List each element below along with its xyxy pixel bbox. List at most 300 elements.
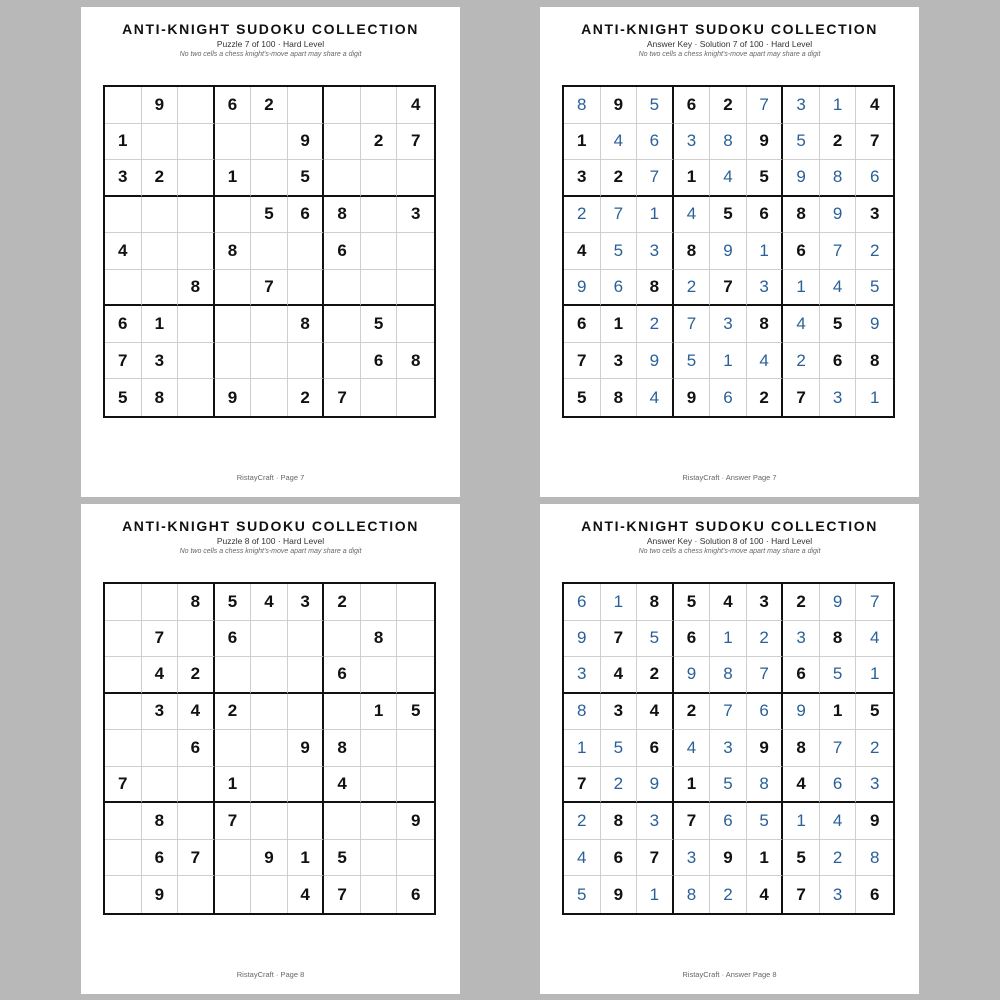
- sudoku-cell: 5: [564, 379, 601, 416]
- sudoku-cell: [361, 876, 398, 913]
- sudoku-cell: 8: [288, 306, 325, 343]
- sudoku-cell: 4: [710, 584, 747, 621]
- sudoku-cell: 5: [601, 233, 638, 270]
- sudoku-cell: [324, 306, 361, 343]
- sudoku-cell: [178, 621, 215, 658]
- sudoku-cell: [105, 840, 142, 877]
- sudoku-cell: [361, 233, 398, 270]
- sudoku-cell: [178, 379, 215, 416]
- sudoku-cell: 8: [747, 306, 784, 343]
- sudoku-cell: 3: [820, 876, 857, 913]
- sudoku-cell: [142, 584, 179, 621]
- sudoku-cell: 5: [361, 306, 398, 343]
- sudoku-cell: 8: [856, 343, 893, 380]
- sudoku-cell: 2: [601, 767, 638, 804]
- sudoku-cell: [251, 730, 288, 767]
- sudoku-cell: 8: [710, 124, 747, 161]
- sudoku-cell: 5: [710, 197, 747, 234]
- sudoku-cell: 8: [178, 270, 215, 307]
- sudoku-cell: [178, 343, 215, 380]
- page-title: ANTI-KNIGHT SUDOKU COLLECTION: [581, 21, 878, 37]
- sudoku-cell: 9: [747, 124, 784, 161]
- sudoku-cell: 1: [215, 160, 252, 197]
- sudoku-cell: 1: [783, 803, 820, 840]
- sudoku-cell: 3: [856, 197, 893, 234]
- sudoku-cell: 3: [747, 270, 784, 307]
- sudoku-grid: [103, 85, 436, 418]
- sudoku-cell: [361, 160, 398, 197]
- sudoku-cell: 4: [710, 160, 747, 197]
- sudoku-cell: 7: [783, 876, 820, 913]
- sudoku-cell: [105, 803, 142, 840]
- sudoku-cell: 6: [288, 197, 325, 234]
- sudoku-cell: 8: [820, 160, 857, 197]
- sudoku-cell: 3: [820, 379, 857, 416]
- sudoku-cell: 2: [142, 160, 179, 197]
- sudoku-cell: 3: [783, 621, 820, 658]
- sudoku-cell: 4: [288, 876, 325, 913]
- sudoku-cell: 6: [869, 884, 880, 904]
- sudoku-cell: 6: [674, 87, 711, 124]
- sudoku-cell: 7: [674, 306, 711, 343]
- sudoku-cell: 6: [637, 124, 674, 161]
- sudoku-cell: [397, 233, 434, 270]
- sudoku-cell: 2: [288, 379, 325, 416]
- sudoku-cell: 1: [564, 124, 601, 161]
- sudoku-cell: 3: [397, 197, 434, 234]
- sudoku-grid: [562, 85, 895, 418]
- sudoku-cell: 1: [783, 270, 820, 307]
- sudoku-cell: 3: [564, 657, 601, 694]
- sudoku-cell: 9: [601, 876, 638, 913]
- sudoku-cell: [361, 767, 398, 804]
- page-footer: RistayCraft · Page 8: [236, 970, 305, 979]
- sudoku-cell: [178, 306, 215, 343]
- sudoku-cell: [397, 160, 434, 197]
- sudoku-cell: 3: [601, 343, 638, 380]
- sudoku-cell: 4: [820, 270, 857, 307]
- sudoku-cell: 2: [361, 124, 398, 161]
- sudoku-cell: [397, 840, 434, 877]
- sudoku-cell: 6: [783, 233, 820, 270]
- sudoku-cell: 3: [710, 730, 747, 767]
- sudoku-cell: 9: [288, 124, 325, 161]
- sudoku-cell: 8: [674, 876, 711, 913]
- sudoku-cell: 5: [251, 197, 288, 234]
- sudoku-cell: 9: [783, 694, 820, 731]
- sudoku-cell: [288, 803, 325, 840]
- sudoku-cell: [288, 233, 325, 270]
- sudoku-cell: [105, 730, 142, 767]
- sudoku-cell: [251, 233, 288, 270]
- sudoku-cell: [178, 160, 215, 197]
- sudoku-cell: 7: [856, 124, 893, 161]
- sudoku-cell: 1: [856, 657, 893, 694]
- sudoku-cell: 5: [820, 657, 857, 694]
- sudoku-cell: 1: [747, 233, 784, 270]
- sudoku-cell: [215, 876, 252, 913]
- sudoku-cell: 1: [288, 840, 325, 877]
- sudoku-cell: [397, 621, 434, 658]
- sudoku-cell: [288, 657, 325, 694]
- sudoku-cell: [215, 657, 252, 694]
- sudoku-cell: 7: [564, 767, 601, 804]
- sudoku-cell: 7: [215, 803, 252, 840]
- sudoku-cell: 4: [601, 657, 638, 694]
- sudoku-cell: 2: [820, 124, 857, 161]
- sudoku-cell: 1: [820, 694, 857, 731]
- sudoku-cell: [105, 87, 142, 124]
- sudoku-cell: [288, 621, 325, 658]
- sudoku-cell: 6: [601, 270, 638, 307]
- sudoku-cell: [361, 657, 398, 694]
- sudoku-cell: [324, 621, 361, 658]
- sudoku-cell: 6: [324, 657, 361, 694]
- sudoku-cell: [324, 87, 361, 124]
- sudoku-cell: 3: [674, 124, 711, 161]
- sudoku-cell: [361, 270, 398, 307]
- sudoku-cell: 4: [747, 343, 784, 380]
- sudoku-cell: 7: [397, 124, 434, 161]
- sudoku-cell: 8: [564, 87, 601, 124]
- sudoku-cell: 4: [178, 694, 215, 731]
- sudoku-cell: 2: [856, 730, 893, 767]
- sudoku-cell: 8: [324, 730, 361, 767]
- sudoku-cell: 2: [564, 803, 601, 840]
- sudoku-cell: [251, 621, 288, 658]
- sudoku-cell: 8: [783, 730, 820, 767]
- puzzle-page-8: [81, 504, 460, 994]
- sudoku-cell: 9: [637, 767, 674, 804]
- sudoku-cell: 9: [783, 160, 820, 197]
- sudoku-cell: 1: [710, 621, 747, 658]
- sudoku-cell: [178, 233, 215, 270]
- sudoku-cell: 9: [637, 343, 674, 380]
- sudoku-cell: 1: [601, 306, 638, 343]
- sudoku-cell: [105, 657, 142, 694]
- sudoku-cell: 1: [637, 197, 674, 234]
- sudoku-cell: 9: [856, 803, 893, 840]
- sudoku-cell: 4: [856, 621, 893, 658]
- page-title: ANTI-KNIGHT SUDOKU COLLECTION: [122, 21, 419, 37]
- sudoku-cell: 5: [637, 621, 674, 658]
- sudoku-cell: 9: [142, 87, 179, 124]
- sudoku-cell: [324, 803, 361, 840]
- sudoku-cell: 7: [324, 876, 361, 913]
- sudoku-cell: 6: [747, 694, 784, 731]
- sudoku-cell: [251, 767, 288, 804]
- sudoku-cell: 8: [324, 197, 361, 234]
- sudoku-cell: 2: [601, 160, 638, 197]
- sudoku-cell: [251, 124, 288, 161]
- sudoku-cell: 5: [215, 584, 252, 621]
- sudoku-cell: 6: [142, 840, 179, 877]
- sudoku-cell: 4: [637, 379, 674, 416]
- sudoku-cell: 2: [324, 584, 361, 621]
- sudoku-cell: 7: [142, 621, 179, 658]
- sudoku-cell: 1: [564, 730, 601, 767]
- sudoku-cell: 9: [564, 270, 601, 307]
- sudoku-cell: 6: [820, 343, 857, 380]
- sudoku-cell: 3: [674, 840, 711, 877]
- sudoku-cell: 1: [710, 343, 747, 380]
- sudoku-cell: 3: [747, 584, 784, 621]
- page-subtitle: Answer Key · Solution 8 of 100 · Hard Level: [646, 536, 813, 546]
- sudoku-cell: [251, 657, 288, 694]
- sudoku-cell: 6: [564, 306, 601, 343]
- sudoku-cell: 1: [747, 840, 784, 877]
- sudoku-cell: [215, 306, 252, 343]
- sudoku-cell: [215, 343, 252, 380]
- sudoku-cell: 5: [674, 584, 711, 621]
- sudoku-cell: 4: [674, 197, 711, 234]
- sudoku-cell: 4: [783, 306, 820, 343]
- sudoku-cell: 8: [564, 694, 601, 731]
- sudoku-cell: 6: [674, 621, 711, 658]
- sudoku-cell: [215, 270, 252, 307]
- sudoku-cell: 7: [178, 840, 215, 877]
- sudoku-cell: [397, 270, 434, 307]
- sudoku-cell: 9: [601, 87, 638, 124]
- sudoku-cell: [361, 803, 398, 840]
- sudoku-cell: 4: [783, 767, 820, 804]
- sudoku-cell: 8: [601, 379, 638, 416]
- sudoku-cell: 4: [747, 876, 784, 913]
- page-footer: RistayCraft · Answer Page 7: [682, 473, 777, 482]
- sudoku-cell: 2: [710, 87, 747, 124]
- sudoku-cell: 2: [783, 343, 820, 380]
- sudoku-cell: 4: [674, 730, 711, 767]
- sudoku-cell: [251, 160, 288, 197]
- sudoku-cell: 4: [564, 840, 601, 877]
- sudoku-cell: [105, 270, 142, 307]
- sudoku-cell: 5: [820, 306, 857, 343]
- sudoku-cell: 9: [820, 584, 857, 621]
- sudoku-cell: 5: [601, 730, 638, 767]
- sudoku-cell: 1: [601, 584, 638, 621]
- sudoku-cell: [324, 270, 361, 307]
- sudoku-cell: 6: [105, 306, 142, 343]
- sudoku-cell: 8: [601, 803, 638, 840]
- sudoku-cell: [397, 767, 434, 804]
- sudoku-cell: [142, 233, 179, 270]
- sudoku-cell: [105, 621, 142, 658]
- sudoku-cell: 2: [856, 233, 893, 270]
- sudoku-cell: 7: [601, 621, 638, 658]
- sudoku-cell: 8: [397, 343, 434, 380]
- sudoku-cell: 3: [564, 160, 601, 197]
- sudoku-cell: 7: [105, 767, 142, 804]
- sudoku-cell: 7: [710, 694, 747, 731]
- page-subtitle: Puzzle 7 of 100 · Hard Level: [216, 39, 325, 49]
- sudoku-cell: 2: [637, 306, 674, 343]
- sudoku-cell: [288, 694, 325, 731]
- sudoku-cell: 9: [215, 379, 252, 416]
- sudoku-cell: 6: [783, 657, 820, 694]
- sudoku-cell: 1: [820, 87, 857, 124]
- sudoku-cell: [324, 343, 361, 380]
- rule-text: No two cells a chess knight's-move apart may share a digit: [179, 548, 362, 555]
- sudoku-cell: 3: [601, 694, 638, 731]
- sudoku-cell: 7: [747, 657, 784, 694]
- sudoku-cell: [324, 124, 361, 161]
- sudoku-cell: 2: [251, 87, 288, 124]
- sudoku-cell: 8: [674, 233, 711, 270]
- rule-text: No two cells a chess knight's-move apart may share a digit: [179, 51, 362, 58]
- sudoku-cell: 5: [856, 270, 893, 307]
- sudoku-cell: 2: [637, 657, 674, 694]
- sudoku-cell: 2: [215, 694, 252, 731]
- sudoku-cell: [251, 876, 288, 913]
- sudoku-cell: 8: [142, 803, 179, 840]
- sudoku-cell: 7: [324, 379, 361, 416]
- sudoku-cell: 4: [601, 124, 638, 161]
- sudoku-cell: 1: [637, 876, 674, 913]
- sudoku-cell: 6: [856, 160, 893, 197]
- sudoku-cell: [361, 584, 398, 621]
- sudoku-cell: 9: [142, 876, 179, 913]
- sudoku-cell: 6: [710, 379, 747, 416]
- sudoku-cell: 3: [288, 584, 325, 621]
- sudoku-cell: [361, 197, 398, 234]
- sudoku-cell: [288, 343, 325, 380]
- sudoku-cell: 9: [564, 621, 601, 658]
- sudoku-cell: 6: [747, 197, 784, 234]
- sudoku-cell: 2: [564, 197, 601, 234]
- sudoku-cell: 6: [710, 803, 747, 840]
- sudoku-cell: 6: [410, 884, 421, 904]
- sudoku-cell: [251, 379, 288, 416]
- sudoku-cell: [251, 694, 288, 731]
- sudoku-cell: 6: [637, 730, 674, 767]
- sudoku-cell: [142, 270, 179, 307]
- sudoku-cell: 8: [142, 379, 179, 416]
- sudoku-cell: 7: [674, 803, 711, 840]
- sudoku-cell: 2: [747, 379, 784, 416]
- sudoku-cell: 2: [710, 876, 747, 913]
- sudoku-cell: [397, 379, 434, 416]
- sudoku-cell: 8: [710, 657, 747, 694]
- sudoku-cell: 4: [251, 584, 288, 621]
- sudoku-cell: 7: [820, 233, 857, 270]
- sudoku-cell: 5: [564, 876, 601, 913]
- sudoku-cell: 5: [747, 160, 784, 197]
- sudoku-cell: 8: [820, 621, 857, 658]
- sudoku-cell: 2: [783, 584, 820, 621]
- sudoku-cell: 9: [288, 730, 325, 767]
- sudoku-cell: 5: [105, 379, 142, 416]
- sudoku-cell: 8: [637, 584, 674, 621]
- sudoku-cell: 3: [783, 87, 820, 124]
- sudoku-cell: [142, 197, 179, 234]
- sudoku-cell: 7: [637, 160, 674, 197]
- sudoku-cell: 7: [105, 343, 142, 380]
- rule-text: No two cells a chess knight's-move apart may share a digit: [638, 51, 821, 58]
- sudoku-cell: 9: [397, 803, 434, 840]
- sudoku-cell: 4: [856, 87, 893, 124]
- sudoku-cell: 7: [564, 343, 601, 380]
- page-title: ANTI-KNIGHT SUDOKU COLLECTION: [122, 518, 419, 534]
- sudoku-cell: 6: [215, 87, 252, 124]
- sudoku-cell: 6: [324, 233, 361, 270]
- sudoku-cell: [397, 306, 434, 343]
- sudoku-cell: 7: [747, 87, 784, 124]
- sudoku-cell: 3: [105, 160, 142, 197]
- sudoku-cell: [251, 343, 288, 380]
- sudoku-cell: 4: [324, 767, 361, 804]
- sudoku-cell: 2: [747, 621, 784, 658]
- sudoku-cell: 9: [710, 840, 747, 877]
- sudoku-cell: 2: [674, 694, 711, 731]
- sudoku-cell: 3: [142, 694, 179, 731]
- sudoku-cell: 1: [674, 160, 711, 197]
- sudoku-cell: [105, 584, 142, 621]
- rule-text: No two cells a chess knight's-move apart may share a digit: [638, 548, 821, 555]
- sudoku-cell: [105, 197, 142, 234]
- sudoku-cell: 1: [869, 387, 880, 407]
- sudoku-cell: 8: [856, 840, 893, 877]
- sudoku-cell: 8: [783, 197, 820, 234]
- sudoku-cell: [397, 730, 434, 767]
- sudoku-cell: [142, 767, 179, 804]
- sudoku-cell: 8: [215, 233, 252, 270]
- sudoku-cell: 5: [710, 767, 747, 804]
- sudoku-cell: [215, 124, 252, 161]
- sudoku-cell: [178, 197, 215, 234]
- sudoku-cell: 7: [856, 584, 893, 621]
- sudoku-cell: 9: [674, 379, 711, 416]
- page-subtitle: Puzzle 8 of 100 · Hard Level: [216, 536, 325, 546]
- sudoku-cell: 1: [105, 124, 142, 161]
- sudoku-cell: [397, 584, 434, 621]
- sudoku-cell: [288, 87, 325, 124]
- sudoku-cell: 9: [674, 657, 711, 694]
- sudoku-cell: 4: [105, 233, 142, 270]
- sudoku-cell: 6: [820, 767, 857, 804]
- sudoku-cell: 6: [601, 840, 638, 877]
- sudoku-cell: [288, 270, 325, 307]
- page-footer: RistayCraft · Page 7: [236, 473, 305, 482]
- sudoku-cell: [142, 730, 179, 767]
- sudoku-cell: [361, 730, 398, 767]
- sudoku-cell: 3: [710, 306, 747, 343]
- sudoku-cell: 5: [674, 343, 711, 380]
- page-subtitle: Answer Key · Solution 7 of 100 · Hard Level: [646, 39, 813, 49]
- sudoku-cell: [397, 657, 434, 694]
- page-footer: RistayCraft · Answer Page 8: [682, 970, 777, 979]
- sudoku-cell: 7: [601, 197, 638, 234]
- sudoku-cell: 4: [564, 233, 601, 270]
- sudoku-cell: 7: [783, 379, 820, 416]
- sudoku-cell: [324, 160, 361, 197]
- sudoku-cell: 5: [288, 160, 325, 197]
- sudoku-cell: 9: [710, 233, 747, 270]
- sudoku-cell: 5: [324, 840, 361, 877]
- sudoku-cell: [178, 767, 215, 804]
- sudoku-cell: 6: [178, 730, 215, 767]
- sudoku-cell: 5: [856, 694, 893, 731]
- sudoku-cell: 5: [783, 840, 820, 877]
- sudoku-cell: 8: [747, 767, 784, 804]
- sudoku-cell: [361, 379, 398, 416]
- sudoku-cell: 7: [251, 270, 288, 307]
- sudoku-cell: 9: [820, 197, 857, 234]
- sudoku-cell: 4: [142, 657, 179, 694]
- sudoku-cell: 9: [856, 306, 893, 343]
- sudoku-cell: [251, 803, 288, 840]
- sudoku-cell: 9: [747, 730, 784, 767]
- sudoku-cell: 4: [820, 803, 857, 840]
